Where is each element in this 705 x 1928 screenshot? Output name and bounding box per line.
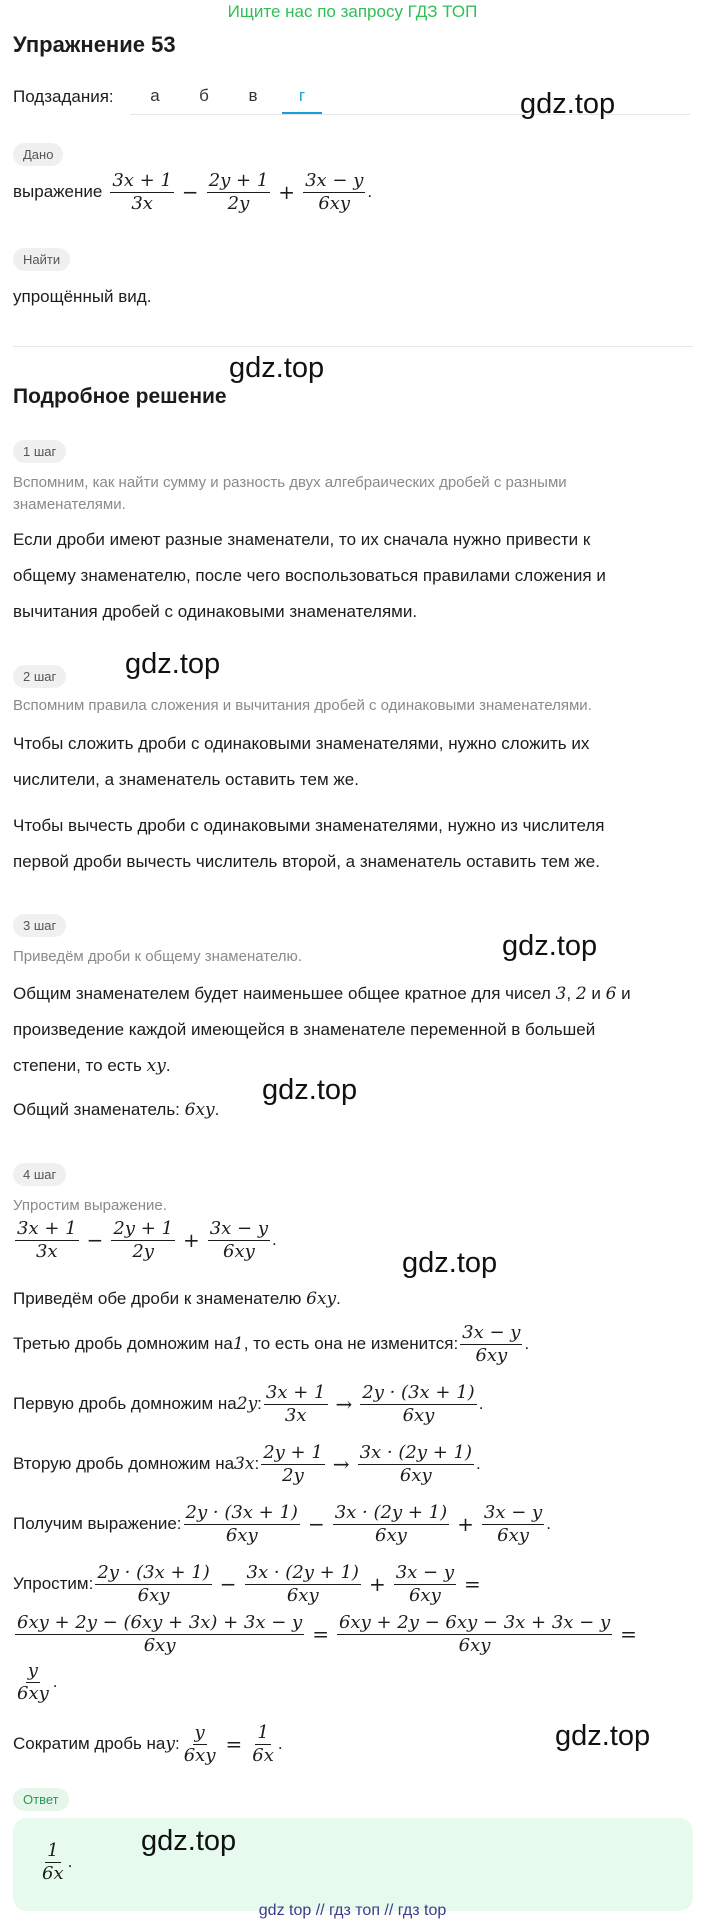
fraction: $\frac{3x + 1}{3x}$ bbox=[112, 170, 172, 214]
fraction: $\frac{3x - y}{6xy}$ bbox=[305, 170, 364, 214]
step1-pill: 1 шаг bbox=[13, 440, 66, 463]
watermark: gdz.top bbox=[125, 648, 221, 680]
step4-line-8: $\frac{y}{6xy}$ . bbox=[17, 1660, 58, 1704]
answer-value: $\frac{1}{6x}$ . bbox=[42, 1840, 73, 1884]
watermark: gdz.top bbox=[141, 1825, 237, 1857]
given-pill: Дано bbox=[13, 143, 63, 166]
step3-line-2: произведение каждой имеющейся в знаменателе переменной в большей bbox=[13, 1020, 596, 1039]
step4-line-1: Приведём обе дроби к знаменателю 6xy. bbox=[13, 1289, 341, 1309]
solution-title: Подробное решение bbox=[13, 385, 227, 408]
step2-hint: Вспомним правила сложения и вычитания дробей с одинаковыми знаменателями. bbox=[13, 697, 592, 714]
step2-pill: 2 шаг bbox=[13, 665, 66, 688]
footer-links[interactable]: gdz top // гдз топ // гдз top bbox=[258, 1902, 447, 1919]
tab-g[interactable]: г bbox=[298, 86, 306, 105]
step2-p2-1: Чтобы вычесть дроби с одинаковыми знаменателями, нужно из числителя bbox=[13, 816, 605, 835]
watermark: gdz.top bbox=[262, 1074, 358, 1106]
watermark: gdz.top bbox=[402, 1247, 498, 1279]
step4-hint: Упростим выражение. bbox=[13, 1197, 167, 1214]
watermark: gdz.top bbox=[229, 352, 325, 384]
step4-pill: 4 шаг bbox=[13, 1163, 66, 1186]
active-tab-underline bbox=[282, 112, 322, 114]
step4-line-3: Первую дробь домножим на 2y : $\frac{3x + 1}{3x}$ → $\frac{2y \cdot (3x + 1)}{6xy}$ . bbox=[13, 1382, 484, 1426]
step4-line-6: Упростим: $\frac{2y \cdot (3x + 1)}{6xy}$ − $\frac{3x \cdot (2y + 1)}{6xy}$ + $\frac{3x - y}{6xy}$ = bbox=[13, 1562, 481, 1606]
step3-line-3: степени, то есть xy. bbox=[13, 1056, 171, 1076]
tab-v[interactable]: в bbox=[248, 86, 258, 105]
answer-box bbox=[13, 1818, 693, 1911]
divider bbox=[13, 346, 693, 347]
find-pill: Найти bbox=[13, 248, 70, 271]
step4-line-7: $\frac{6xy + 2y - (6xy + 3x) + 3x - y}{6xy}$ = $\frac{6xy + 2y - 6xy - 3x + 3x - y}{6xy}$ = bbox=[17, 1612, 637, 1656]
subtasks-label: Подзадания: bbox=[13, 87, 114, 106]
step1-text-1: Если дроби имеют разные знаменатели, то их сначала нужно привести к bbox=[13, 530, 591, 549]
step4-line-2: Третью дробь домножим на 1 , то есть она не изменится: $\frac{3x - y}{6xy}$ . bbox=[13, 1322, 530, 1366]
step3-line-1: Общим знаменателем будет наименьшее общее кратное для чисел 3, 2 и 6 и bbox=[13, 984, 631, 1004]
find-text: упрощённый вид. bbox=[13, 287, 152, 306]
step3-hint: Приведём дроби к общему знаменателю. bbox=[13, 948, 302, 965]
step1-text-2: общему знаменателю, после чего воспользоваться правилами сложения и bbox=[13, 566, 606, 585]
tab-b[interactable]: б bbox=[199, 86, 209, 105]
watermark: gdz.top bbox=[520, 88, 616, 120]
search-banner[interactable]: Ищите нас по запросу ГДЗ ТОП bbox=[227, 2, 478, 21]
tab-a[interactable]: а bbox=[150, 86, 160, 105]
step4-line-9: Сократим дробь на y : $\frac{y}{6xy}$ = $\frac{1}{6x}$ . bbox=[13, 1722, 283, 1766]
step1-hint: Вспомним, как найти сумму и разность двух алгебраических дробей с разными знаменателями. bbox=[13, 474, 567, 513]
step2-p1-2: числители, а знаменатель оставить тем же. bbox=[13, 770, 359, 789]
step4-expression: $\frac{3x + 1}{3x}$ − $\frac{2y + 1}{2y}$ + $\frac{3x - y}{6xy}$ . bbox=[17, 1218, 277, 1262]
answer-pill: Ответ bbox=[13, 1788, 69, 1811]
page-title: Упражнение 53 bbox=[13, 32, 176, 57]
watermark: gdz.top bbox=[555, 1720, 651, 1752]
watermark: gdz.top bbox=[502, 930, 598, 962]
step2-p1-1: Чтобы сложить дроби с одинаковыми знаменателями, нужно сложить их bbox=[13, 734, 590, 753]
step1-text-3: вычитания дробей с одинаковыми знаменателями. bbox=[13, 602, 418, 621]
given-expression: выражение $\frac{3x + 1}{3x}$ − $\frac{2y + 1}{2y}$ + $\frac{3x - y}{6xy}$ . bbox=[13, 170, 373, 214]
step4-line-5: Получим выражение: $\frac{2y \cdot (3x + 1)}{6xy}$ − $\frac{3x \cdot (2y + 1)}{6xy}$ + $\frac{3x - y}{6xy}$ . bbox=[13, 1502, 551, 1546]
step4-line-4: Вторую дробь домножим на 3x : $\frac{2y + 1}{2y}$ → $\frac{3x \cdot (2y + 1)}{6xy}$ . bbox=[13, 1442, 481, 1486]
step3-pill: 3 шаг bbox=[13, 914, 66, 937]
step3-line-4: Общий знаменатель: 6xy. bbox=[13, 1100, 220, 1120]
fraction: $\frac{2y + 1}{2y}$ bbox=[208, 170, 269, 214]
step2-p2-2: первой дроби вычесть числитель второй, а знаменатель оставить тем же. bbox=[13, 852, 600, 871]
given-prefix: выражение bbox=[13, 182, 103, 202]
